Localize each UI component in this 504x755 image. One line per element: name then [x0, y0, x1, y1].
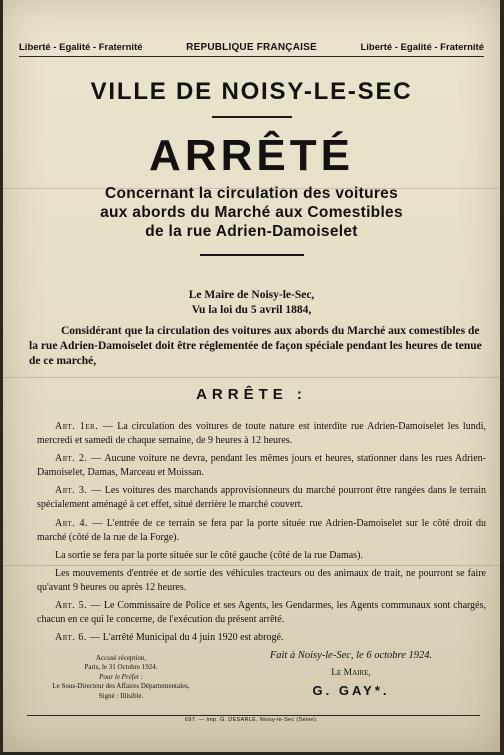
article	[37, 517, 486, 545]
article-label: Art. 6. —	[55, 632, 101, 644]
header-line	[19, 42, 484, 57]
article-label: Art. 3. —	[55, 485, 102, 497]
receipt-line: Le Sous-Directeur des Affaires Départementales,	[52, 682, 190, 691]
town-name: VILLE DE NOISY-LE-SEC	[90, 78, 413, 105]
subject-line: de la rue Adrien-Damoiselet	[145, 223, 358, 240]
article-text: La sortie se fera par la porte située sur le côté gauche (côté de la rue Damas).	[55, 549, 363, 561]
subject-line: aux abords du Marché aux Comestibles	[100, 204, 403, 221]
subject	[3, 184, 500, 241]
article-label: Art. 2. —	[55, 453, 102, 465]
article-text: L'entrée de ce terrain se fera par la porte située rue Adrien-Damoiselet sur le côté droit du marché (côté de la rue de la Forge).	[37, 517, 486, 543]
article-text: La circulation des voitures de toute nature est interdite rue Adrien-Damoiselet les lundi, mercredi et samedi de chaque semaine, de 9 heures à 12 heures.	[37, 421, 486, 447]
article	[37, 631, 486, 645]
signature-name: G. GAY*.	[312, 683, 390, 698]
arrete-heading: ARRÊTE :	[196, 386, 307, 403]
motto-left: Liberté - Egalité - Fraternité	[19, 42, 143, 53]
motto-right: Liberté - Egalité - Fraternité	[360, 42, 484, 53]
prefecture-receipt	[31, 654, 211, 701]
article-label: Art. 1er. —	[55, 421, 114, 432]
receipt-line: Signé : Illisible.	[98, 691, 144, 700]
article	[37, 420, 486, 448]
article-text: Les mouvements d'entrée et de sortie des véhicules tracteurs ou des animaux de trait, ne pourront se faire qu'avant 9 heures ou après 12 heures.	[37, 567, 486, 593]
poster	[3, 0, 500, 752]
divider	[200, 254, 304, 256]
divider	[27, 715, 480, 716]
article	[37, 452, 486, 480]
receipt-line: Paris, le 31 Octobre 1924.	[84, 663, 158, 672]
article-text: Le Commissaire de Police et ses Agents, les Gendarmes, les Agents communaux sont chargés, chacun en ce qui le concerne, de l'exécution du présent arrêté.	[37, 600, 486, 626]
document-title: ARRÊTÉ	[149, 131, 354, 180]
preamble-line: Vu la loi du 5 avril 1884,	[191, 304, 312, 316]
article-paragraph	[37, 549, 486, 563]
paper-fold	[3, 377, 500, 378]
republic-label: REPUBLIQUE FRANÇAISE	[186, 42, 317, 53]
subject-line: Concernant la circulation des voitures	[104, 185, 399, 202]
article-label: Art. 4. —	[55, 517, 103, 529]
considerant-paragraph: Considérant que la circulation des voitures aux abords du Marché aux comestibles de la rue Adrien-Damoiselet doit être réglementée de façon spéciale pendant les heures de tenue de ce marché,	[29, 325, 482, 367]
signature-block	[241, 650, 461, 698]
divider	[212, 116, 292, 118]
receipt-line: Pour le Préfet :	[99, 672, 143, 681]
article-paragraph	[37, 567, 486, 595]
article-text: Aucune voiture ne devra, pendant les mêmes jours et heures, stationner dans les rues Adrien-Damoiselet, Damas, Marceau et Moissan.	[37, 453, 486, 479]
preamble-line: Le Maire de Noisy-le-Sec,	[188, 289, 315, 301]
article-label: Art. 5. —	[55, 600, 102, 612]
article-text: L'arrêté Municipal du 4 juin 1920 est abrogé.	[100, 632, 284, 644]
receipt-line: Accusé réception,	[95, 654, 147, 662]
article-text: Les voitures des marchands approvisionneurs du marché pourront être rangées dans le terrain spécialement aménagé à cet effet, situé derrière le marché couvert.	[37, 485, 487, 511]
article	[37, 599, 486, 627]
signature-role: Le Maire,	[331, 668, 371, 678]
article	[37, 484, 486, 512]
signature-date: Fait à Noisy-le-Sec, le 6 octobre 1924.	[269, 650, 433, 661]
articles	[37, 420, 486, 649]
printer-imprint: 697. — Imp. G. DESARLE, Noisy-le-Sec (Seine).	[184, 717, 318, 723]
preamble	[3, 288, 500, 318]
